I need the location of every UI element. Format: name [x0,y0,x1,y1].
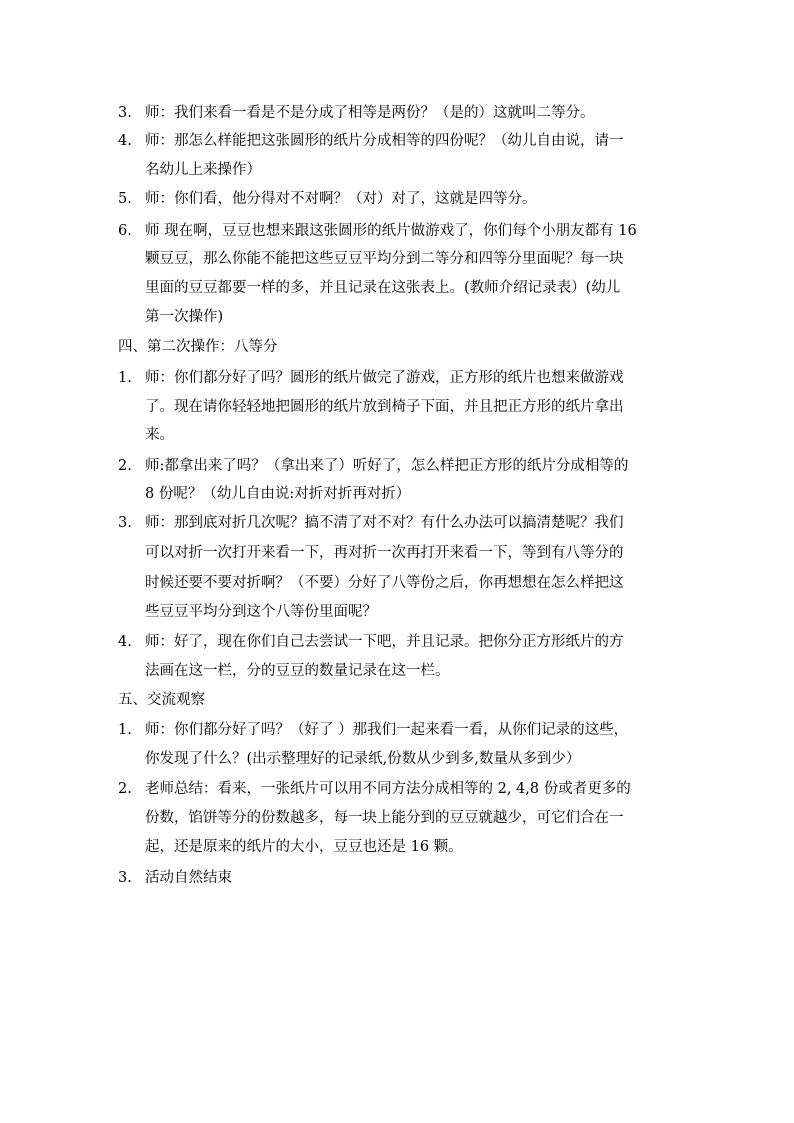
item-number: 5. [118,191,132,207]
item-text: 活动自然结束 [145,870,232,886]
item-text: 师：我们来看一看是不是分成了相等是两份？（是的）这就叫二等分。 [145,105,595,121]
item-text: 时候还要不要对折啊？（不要）分好了八等份之后，你再想想在怎么样把这 [145,575,624,591]
section-heading-text: 四、第二次操作：八等分 [118,339,278,355]
item-number: 4. [118,133,132,149]
item-text: 法画在这一栏，分的豆豆的数量记录在这一栏。 [145,663,450,679]
item-text: 里面的豆豆都要一样的多，并且记录在这张表上。(教师介绍记录表）(幼儿 [145,280,621,296]
item-number: 4. [118,634,132,650]
item-number: 2. [118,781,132,797]
item-text: 师:都拿出来了吗？（拿出来了）听好了，怎么样把正方形的纸片分成相等的 [145,458,629,474]
item-text: 师：你们都分好了吗？圆形的纸片做完了游戏，正方形的纸片也想来做游戏 [145,370,624,386]
item-number: 3. [118,515,132,531]
item-text: 起，还是原来的纸片的大小，豆豆也还是 16 颗。 [145,839,463,855]
item-text: 师：你们看，他分得对不对啊？（对）对了，这就是四等分。 [145,191,537,207]
item-number: 1. [118,722,132,738]
item-text: 师：那怎么样能把这张圆形的纸片分成相等的四份呢？（幼儿自由说，请一 [145,133,624,149]
item-number: 6. [118,223,132,239]
item-text: 师 现在啊，豆豆也想来跟这张圆形的纸片做游戏了，你们每个小朋友都有 16 [145,223,637,239]
item-text: 颗豆豆，那么你能不能把这些豆豆平均分到二等分和四等分里面呢？每一块 [145,251,624,267]
item-text: 师：你们都分好了吗？（好了 ）那我们一起来看一看，从你们记录的这些， [145,722,629,738]
item-text: 你发现了什么？(出示整理好的记录纸,份数从少到多,数量从多到少） [145,751,581,767]
section-heading-text: 五、交流观察 [118,692,205,708]
item-number: 2. [118,458,132,474]
item-number: 3. [118,870,132,886]
item-text: 份数，馅饼等分的份数越多，每一块上能分到的豆豆就越少，可它们合在一 [145,810,624,826]
item-text: 师：那到底对折几次呢？搞不清了对不对？有什么办法可以搞清楚呢？我们 [145,515,624,531]
item-number: 1. [118,370,132,386]
item-text: 可以对折一次打开来看一下，再对折一次再打开来看一下，等到有八等分的 [145,545,624,561]
item-text: 来。 [145,427,174,443]
item-number: 3. [118,105,132,121]
item-text: 名幼儿上来操作） [145,162,261,178]
item-text: 师：好了，现在你们自己去尝试一下吧，并且记录。把你分正方形纸片的方 [145,634,624,650]
item-text: 些豆豆平均分到这个八等份里面呢？ [145,604,377,620]
item-text: 了。现在请你轻轻地把圆形的纸片放到椅子下面，并且把正方形的纸片拿出 [145,399,624,415]
item-text: 老师总结：看来，一张纸片可以用不同方法分成相等的 2, 4,8 份或者更多的 [145,781,631,797]
item-text: 第一次操作) [145,309,224,325]
item-text: 8 份呢？（幼儿自由说:对折对折再对折） [145,486,411,502]
